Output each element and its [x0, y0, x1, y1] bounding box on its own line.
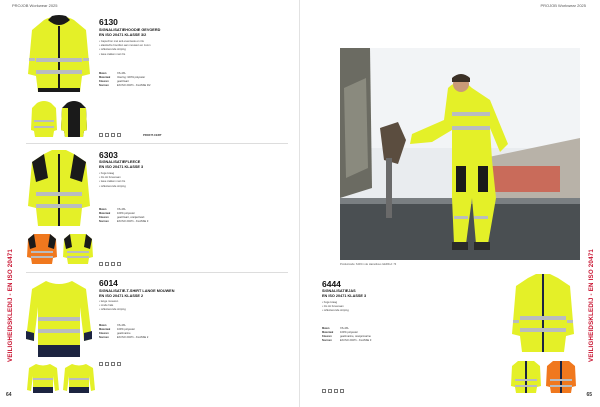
- list-item: • Capuchon met anti-eventuele en rits: [99, 40, 279, 44]
- product-6444-care-icons: [322, 389, 344, 393]
- photo-caption: Productcode: 6403 in de Hazardous GERD-d: 73: [340, 263, 397, 266]
- right-page-header: PROJOB Workwear 2025: [540, 3, 586, 8]
- product-6444-features: [322, 301, 497, 314]
- product-6014-back-image: [26, 362, 60, 394]
- divider: [26, 143, 288, 144]
- product-6014-title: SIGNALISATIE-T-SHIRT LANGE MOUWEN EN ISO 20471 KLASSE 2: [99, 289, 175, 298]
- list-item: • lange mouwen: [99, 300, 279, 304]
- product-6303-yellow-variant-image: [62, 231, 94, 265]
- product-6014-sku: 6014: [99, 278, 118, 288]
- list-item: • elastische boorden aan mouwen en zoom: [99, 44, 279, 48]
- product-6303-orange-variant-image: [26, 231, 58, 265]
- product-6130-specs: Maten XS-4XL Materiaal Voering: 100% polyester Kleuren geel/zwart Normen EN ISO 20471 - KLASSE 3/2: [99, 72, 151, 88]
- product-6014-specs: Maten XS-4XL Materiaal 100% polyester Kleuren geel/marine Normen EN ISO 20471 - KLASSE 2: [99, 324, 149, 340]
- list-item: • reflecterende striping: [99, 308, 279, 312]
- list-item: • reflecterende striping: [99, 48, 279, 52]
- product-6303-specs: Maten XS-4XL Materiaal 100% polyester Kleuren geel/zwart, oranje/zwart Normen EN ISO 20471 - KLASSE 3: [99, 208, 149, 224]
- product-6130-badge: PROFIT-CERT: [143, 133, 162, 137]
- product-6130-inside-image: [60, 100, 88, 138]
- list-item: • hoge kraag: [322, 301, 497, 305]
- product-6130-care-icons: [99, 133, 121, 137]
- product-6303-care-icons: [99, 262, 121, 266]
- product-6130-main-image: [26, 14, 92, 96]
- right-page-number: 65: [586, 392, 592, 398]
- list-item: • hoge kraag: [99, 172, 279, 176]
- product-6014-features: [99, 300, 279, 313]
- product-6130-features: [99, 40, 279, 57]
- product-6130-title: SIGNALISATIEHOODIE GEVOERD EN ISO 20471 KLASSE 3/2: [99, 28, 161, 37]
- product-6444-yellow-variant-image: [510, 358, 542, 394]
- left-page-number: 64: [6, 392, 12, 398]
- divider: [26, 272, 288, 273]
- product-6303-sku: 6303: [99, 150, 118, 160]
- lifestyle-photo: [340, 48, 580, 260]
- product-6014-main-image: [24, 277, 94, 359]
- list-item: • rits tot bovenaan: [322, 305, 497, 309]
- product-6444-main-image: [510, 272, 576, 354]
- product-6014-detail-image: [62, 362, 96, 394]
- product-6014-care-icons: [99, 362, 121, 366]
- product-6444-orange-variant-image: [545, 358, 577, 394]
- left-sidebar-label: VEILIGHEIDSKLEDIJ - EN ISO 20471: [6, 248, 14, 362]
- right-sidebar-label: VEILIGHEIDSKLEDIJ - EN ISO 20471: [587, 248, 595, 362]
- product-6130-back-image: [30, 100, 58, 138]
- list-item: • reflecterende striping: [99, 185, 279, 189]
- list-item: • ronde hals: [99, 304, 279, 308]
- list-item: • twee zakken met rits: [99, 53, 279, 57]
- list-item: • rits tot bovenaan: [99, 176, 279, 180]
- list-item: • reflecterende striping: [322, 309, 497, 313]
- product-6303-main-image: [26, 148, 92, 228]
- product-6303-title: SIGNALISATIEFLEECE EN ISO 20471 KLASSE 3: [99, 160, 144, 169]
- left-page-header: PROJOB Workwear 2025: [12, 3, 58, 8]
- product-6444-title: SIGNALISATIEJAS EN ISO 20471 KLASSE 3: [322, 289, 367, 298]
- product-6444-specs: Maten XS-4XL Materiaal 100% polyester Kleuren geel/marine, oranje/marine Normen EN ISO 20471 - KLASSE 3: [322, 327, 372, 343]
- product-6303-features: [99, 172, 279, 189]
- list-item: • twee zakken met rits: [99, 180, 279, 184]
- product-6130-sku: 6130: [99, 17, 118, 27]
- product-6444-sku: 6444: [322, 279, 341, 289]
